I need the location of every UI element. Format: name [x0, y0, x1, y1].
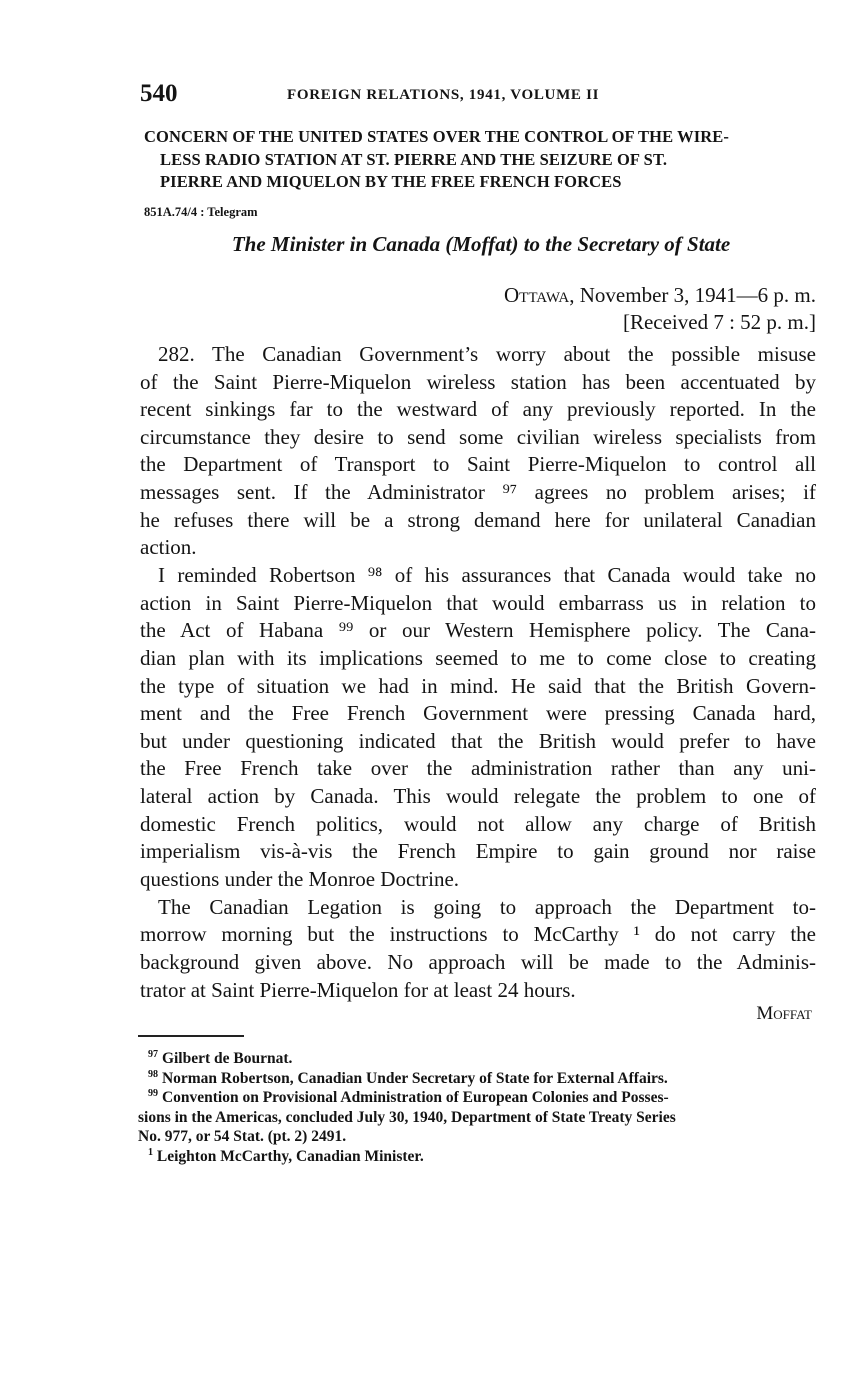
- body-line: action in Saint Pierre-Miquelon that would embarrass us in relation to: [140, 590, 816, 615]
- footnote: [138, 1088, 814, 1108]
- body-paragraph: [140, 341, 816, 562]
- section-heading-line: LESS RADIO STATION AT ST. PIERRE AND THE SEIZURE OF ST.: [160, 149, 668, 169]
- body-line: trator at Saint Pierre-Miquelon for at least 24 hours.: [140, 977, 576, 1002]
- section-heading-line: CONCERN OF THE UNITED STATES OVER THE CONTROL OF THE WIRE-: [144, 127, 729, 146]
- body-line: 282. The Canadian Government’s worry about the possible misuse: [158, 342, 816, 366]
- footnote-rule: [138, 1035, 244, 1037]
- telegram-body: [140, 341, 816, 1004]
- body-line: action.: [140, 535, 197, 560]
- signature: Moffat: [756, 1003, 812, 1024]
- body-line: he refuses there will be a strong demand here for unilateral Canadian: [140, 507, 816, 532]
- body-line: domestic French politics, would not allow any charge of British: [140, 811, 816, 836]
- dateline: [504, 282, 816, 336]
- dateline-place: Ottawa: [504, 283, 570, 307]
- document-title: The Minister in Canada (Moffat) to the Secretary of State: [231, 232, 731, 256]
- body-line: the Free French take over the administration rather than any uni-: [140, 756, 816, 781]
- body-line: ment and the Free French Government were pressing Canada hard,: [140, 701, 816, 726]
- body-line: of the Saint Pierre-Miquelon wireless station has been accentuated by: [140, 369, 816, 394]
- footnote: [138, 1049, 814, 1069]
- body-paragraph: [140, 562, 816, 893]
- body-line: questions under the Monroe Doctrine.: [140, 866, 460, 891]
- footnote: [138, 1127, 814, 1147]
- footnote-marker: 99: [148, 1087, 159, 1099]
- footnote-text: Leighton McCarthy, Canadian Minister.: [156, 1147, 424, 1165]
- body-line: dian plan with its implications seemed to me to come close to creating: [140, 646, 816, 671]
- running-head: [140, 80, 820, 110]
- body-line: the Act of Habana ⁹⁹ or our Western Hemisphere policy. The Cana-: [140, 618, 816, 643]
- body-paragraph: [140, 894, 816, 1004]
- footnote-text: Gilbert de Bournat.: [161, 1050, 293, 1067]
- footnote-text: Convention on Provisional Administration of European Colonies and Posses-: [161, 1089, 669, 1106]
- footnote-text: sions in the Americas, concluded July 30, 1940, Department of State Treaty Series: [138, 1108, 676, 1126]
- section-heading-line: PIERRE AND MIQUELON BY THE FREE FRENCH FORCES: [160, 172, 622, 191]
- body-line: circumstance they desire to send some civilian wireless specialists from: [140, 424, 816, 449]
- section-heading: [144, 126, 818, 194]
- footnote: [138, 1147, 814, 1167]
- footnotes: [138, 1049, 814, 1166]
- body-line: but under questioning indicated that the British would prefer to have: [140, 728, 816, 753]
- body-line: morrow morning but the instructions to McCarthy ¹ do not carry the: [140, 922, 816, 947]
- body-line: I reminded Robertson ⁹⁸ of his assurances that Canada would take no: [158, 563, 816, 588]
- page-number: 540: [140, 80, 178, 107]
- body-line: background given above. No approach will be made to the Adminis-: [140, 950, 816, 975]
- body-line: The Canadian Legation is going to approach the Department to-: [158, 894, 816, 919]
- footnote-marker: 1: [148, 1146, 154, 1158]
- footnote-text: No. 977, or 54 Stat. (pt. 2) 2491.: [138, 1128, 347, 1145]
- body-line: the type of situation we had in mind. He said that the British Govern-: [140, 673, 816, 698]
- dateline-date: , November 3, 1941—6 p. m.: [569, 283, 816, 307]
- body-line: imperialism vis-à-vis the French Empire to gain ground nor raise: [140, 839, 816, 864]
- body-line: recent sinkings far to the westward of any previously reported. In the: [140, 397, 816, 422]
- footnote-marker: 98: [148, 1068, 159, 1080]
- body-line: the Department of Transport to Saint Pierre-Miquelon to control all: [140, 452, 816, 477]
- footnote: [138, 1108, 814, 1128]
- body-line: messages sent. If the Administrator ⁹⁷ agrees no problem arises; if: [140, 479, 816, 504]
- dateline-received: [Received 7 : 52 p. m.]: [622, 310, 816, 334]
- footnote-text: Norman Robertson, Canadian Under Secretary of State for External Affairs.: [161, 1069, 668, 1087]
- running-title: FOREIGN RELATIONS, 1941, VOLUME II: [287, 87, 600, 103]
- file-reference: 851A.74/4 : Telegram: [144, 205, 258, 219]
- footnote: [138, 1069, 814, 1089]
- footnote-marker: 97: [148, 1048, 159, 1060]
- dateline-place-date: [504, 282, 816, 309]
- body-line: lateral action by Canada. This would relegate the problem to one of: [140, 784, 816, 808]
